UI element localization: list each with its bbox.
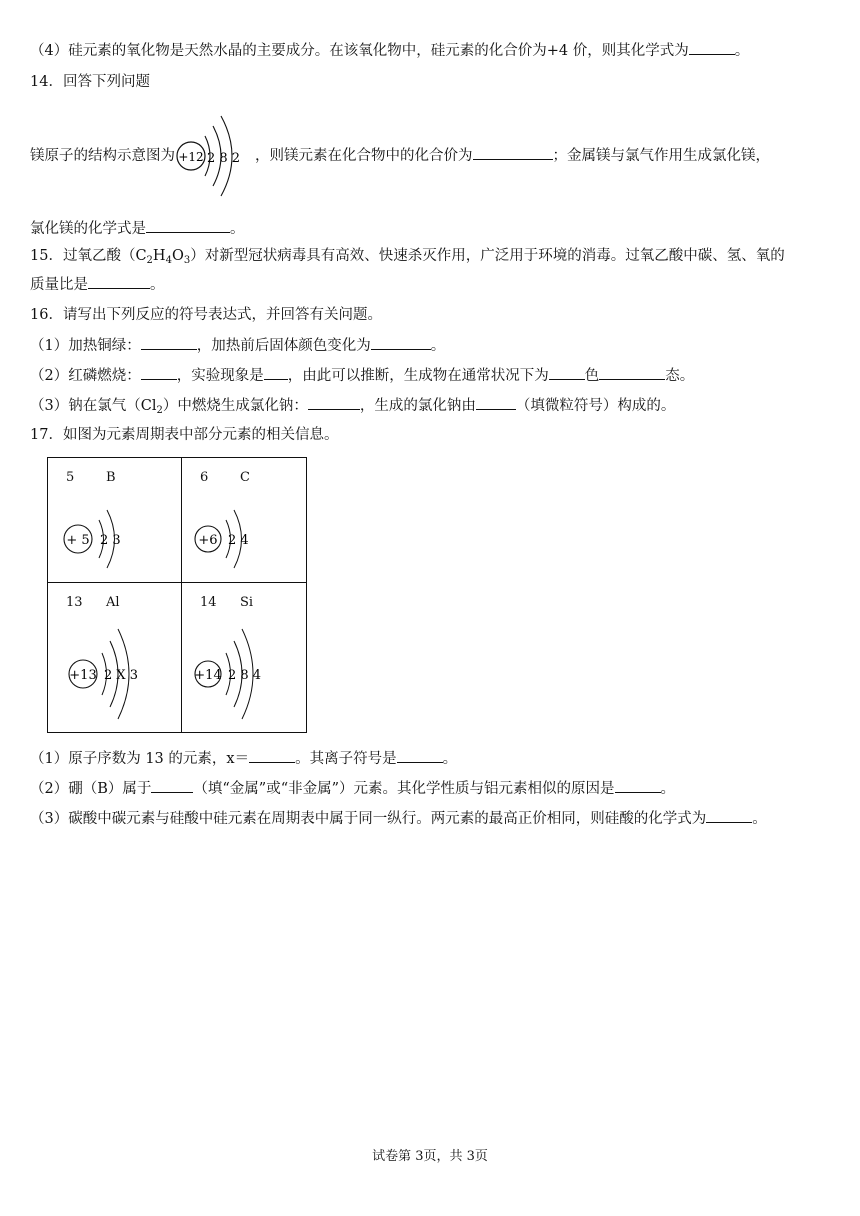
q15-text: 15．过氧乙酸（C	[30, 248, 147, 264]
punct: 。	[430, 338, 446, 354]
q15-text: H	[152, 248, 166, 264]
atomic-number: 13	[66, 595, 83, 610]
answer-blank[interactable]	[615, 778, 661, 793]
q16-part3	[30, 395, 675, 421]
q14-line2-text: 氯化镁的化学式是	[30, 221, 146, 237]
q13-part4	[30, 40, 749, 61]
q17-part1	[30, 748, 457, 769]
q14-line2	[30, 218, 245, 239]
svg-text:+ 5: + 5	[66, 533, 90, 548]
punct: 。	[734, 43, 750, 59]
q17-text: （2）硼（B）属于	[30, 781, 152, 797]
answer-blank[interactable]	[397, 748, 443, 763]
periodic-table-excerpt	[47, 457, 307, 733]
element-cell-carbon	[182, 458, 311, 595]
answer-blank[interactable]	[371, 335, 431, 350]
punct: 。	[752, 811, 767, 827]
q16-text: ）中燃烧生成氯化钠：	[162, 398, 308, 414]
q13-part4-text: （4）硅元素的氧化物是天然水晶的主要成分。在该氧化物中，硅元素的化合价为+4 价，则其化学式为	[30, 43, 689, 59]
q14-pre: 镁原子的结构示意图为	[30, 148, 175, 164]
svg-text:+12: +12	[178, 150, 204, 164]
element-symbol: Al	[106, 595, 120, 610]
q16-text: ，加热前后固体颜色变化为	[196, 338, 371, 354]
answer-blank[interactable]	[141, 335, 197, 350]
atomic-number: 14	[200, 595, 217, 610]
svg-text:+6: +6	[198, 533, 218, 548]
q14-mid2: ；金属镁与氯气作用生成氯化镁，	[552, 148, 770, 164]
subscript: 4	[165, 255, 172, 266]
q16-text: （3）钠在氯气（Cl	[30, 398, 157, 414]
subscript: 2	[146, 255, 153, 266]
answer-blank[interactable]	[151, 778, 193, 793]
q16-text: （1）加热铜绿：	[30, 338, 141, 354]
answer-blank[interactable]	[146, 218, 230, 233]
q17-text: （填“金属”或“非金属”）元素。其化学性质与铝元素相似的原因是	[193, 781, 615, 797]
q14-mid: ，则镁元素在化合物中的化合价为	[255, 148, 473, 164]
q16-text: 色	[584, 368, 600, 384]
element-cell-boron	[48, 458, 177, 595]
q17-text: 。其离子符号是	[295, 751, 397, 767]
q16-text: （填微粒符号）构成的。	[515, 398, 676, 414]
answer-blank[interactable]	[599, 365, 665, 380]
q16-title: 16．请写出下列反应的符号表达式，并回答有关问题。	[30, 307, 382, 323]
answer-blank[interactable]	[249, 748, 295, 763]
punct: 。	[442, 751, 458, 767]
aluminium-atom-diagram	[48, 583, 177, 732]
answer-blank[interactable]	[549, 365, 585, 380]
silicon-atom-diagram	[182, 583, 311, 732]
svg-text:+14: +14	[194, 668, 222, 683]
answer-blank[interactable]	[689, 40, 735, 55]
answer-blank[interactable]	[308, 395, 360, 410]
atomic-number: 5	[66, 470, 75, 485]
q16-text: ，生成的氯化钠由	[359, 398, 476, 414]
q17-text: （3）碳酸中碳元素与硅酸中硅元素在周期表中属于同一纵行。两元素的最高正价相同，则硅酸的化学式为	[30, 811, 707, 827]
q17-part2	[30, 778, 675, 799]
element-symbol: C	[240, 470, 250, 485]
q16-part1	[30, 335, 445, 356]
q14-line1	[30, 110, 770, 202]
element-cell-silicon	[182, 583, 311, 732]
q16-part2	[30, 365, 694, 386]
q16-text: （2）红磷燃烧：	[30, 368, 141, 384]
magnesium-atom-diagram	[175, 110, 255, 202]
svg-text:+13: +13	[69, 668, 97, 683]
q17-part3	[30, 808, 767, 829]
svg-text:2 8 4: 2 8 4	[228, 668, 262, 683]
q14-title: 14．回答下列问题	[30, 74, 150, 90]
q15-text: O	[171, 248, 184, 264]
svg-text:2 4: 2 4	[228, 533, 249, 548]
punct: 。	[150, 277, 165, 293]
punct: 。	[660, 781, 676, 797]
q16-text: 态。	[665, 368, 695, 384]
q15-text: 质量比是	[30, 277, 88, 293]
svg-text:2 X 3: 2 X 3	[104, 668, 139, 683]
q15-text: ）对新型冠状病毒具有高效、快速杀灭作用，广泛用于环境的消毒。过氧乙酸中碳、氢、氧的	[190, 248, 785, 264]
svg-text:2 3: 2 3	[100, 533, 121, 548]
element-cell-aluminium	[48, 583, 177, 732]
answer-blank[interactable]	[88, 274, 150, 289]
subscript: 3	[183, 255, 191, 266]
subscript: 2	[156, 405, 163, 416]
punct: 。	[230, 221, 245, 237]
answer-blank[interactable]	[476, 395, 516, 410]
q17-title: 17．如图为元素周期表中部分元素的相关信息。	[30, 427, 339, 443]
answer-blank[interactable]	[264, 365, 288, 380]
q16-text: ，由此可以推断，生成物在通常状况下为	[287, 368, 549, 384]
boron-atom-diagram	[48, 458, 177, 582]
answer-blank[interactable]	[706, 808, 752, 823]
answer-blank[interactable]	[141, 365, 177, 380]
svg-text:2 8 2: 2 8 2	[207, 151, 241, 166]
element-symbol: B	[106, 470, 116, 485]
atomic-number: 6	[200, 470, 209, 485]
q17-text: （1）原子序数为 13 的元素，x＝	[30, 751, 250, 767]
page-footer: 试卷第 3页，共 3页	[372, 1149, 488, 1164]
q16-text: ，实验现象是	[176, 368, 264, 384]
q15-line2	[30, 274, 165, 295]
answer-blank[interactable]	[473, 145, 553, 160]
carbon-atom-diagram	[182, 458, 311, 582]
q15-line1	[30, 246, 785, 271]
element-symbol: Si	[240, 595, 254, 610]
